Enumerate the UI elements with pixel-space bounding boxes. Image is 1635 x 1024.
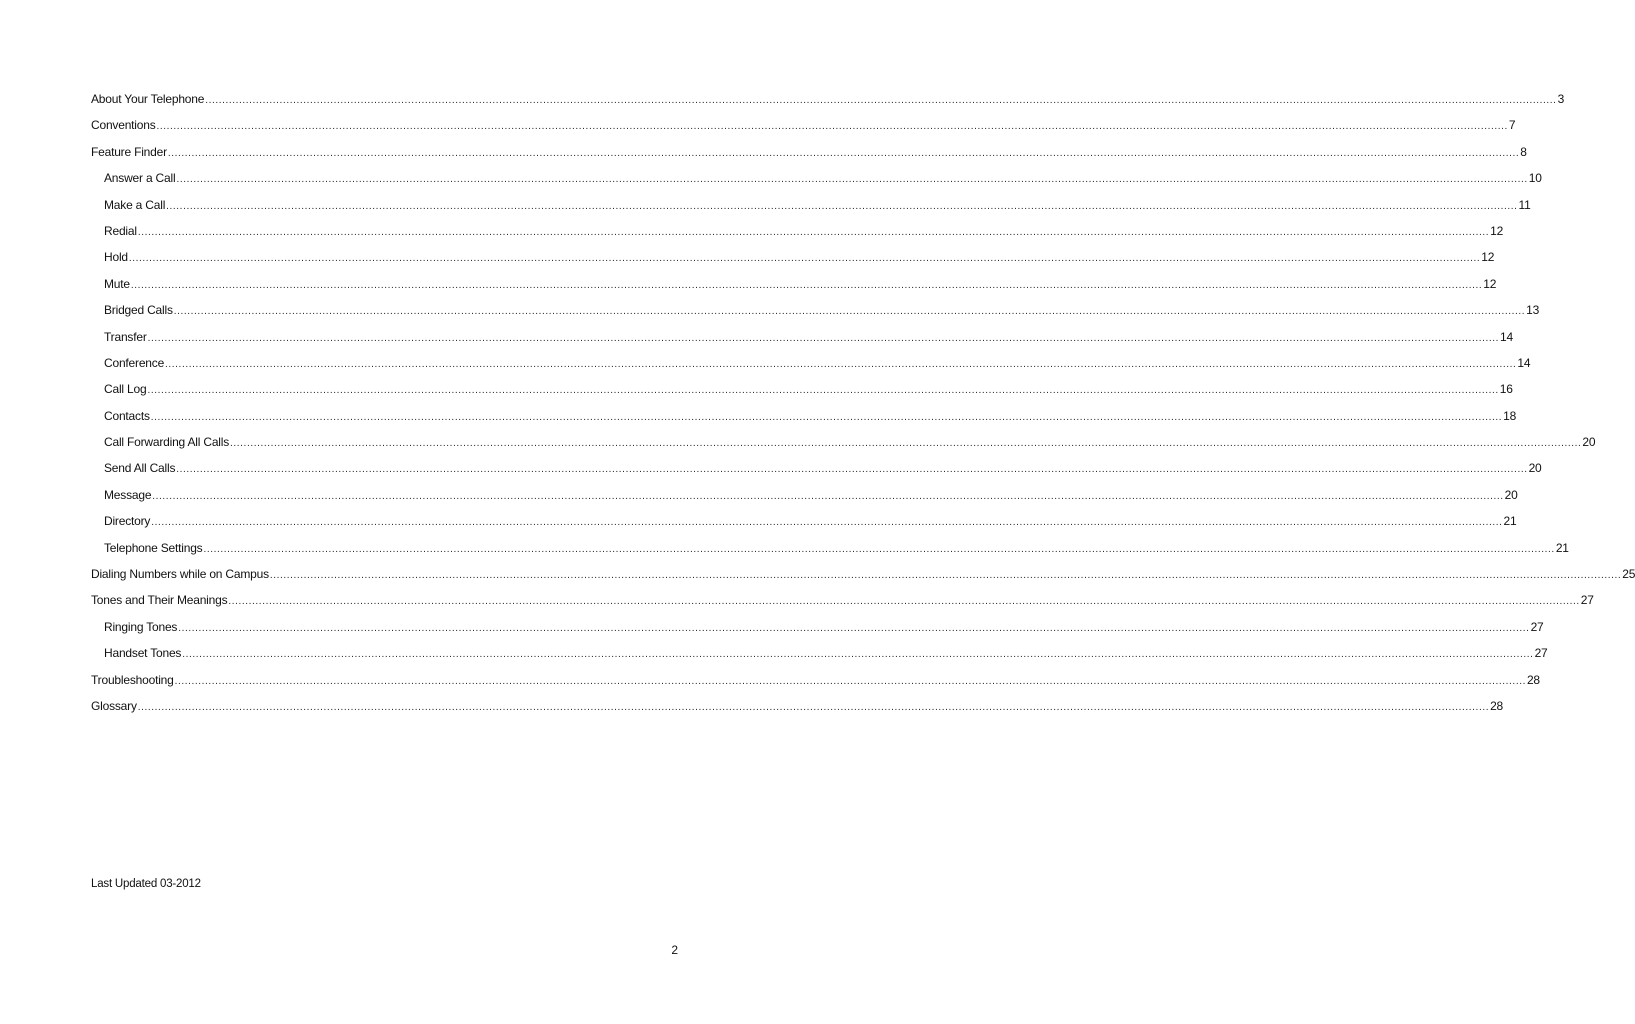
toc-entry-title: Ringing Tones <box>104 619 178 634</box>
toc-entry-page-number: 12 <box>1481 250 1495 265</box>
dot-leader: ................................................................................................................................................................................................................................................................................................................................................................................................................ <box>151 517 1503 529</box>
page-number: 2 <box>671 943 678 957</box>
toc-entry-title: Hold <box>104 250 128 265</box>
toc-entry-title: Make a Call <box>104 197 166 212</box>
toc-entry-page-number: 20 <box>1504 487 1518 502</box>
toc-entry-title: Dialing Numbers while on Campus <box>91 567 269 582</box>
toc-entry[interactable] <box>91 276 1497 303</box>
toc-entry[interactable] <box>91 619 1544 646</box>
dot-leader: ................................................................................................................................................................................................................................................................................................................................................................................................................ <box>166 200 1518 212</box>
dot-leader: ................................................................................................................................................................................................................................................................................................................................................................................................................ <box>230 438 1582 450</box>
dot-leader: ................................................................................................................................................................................................................................................................................................................................................................................................................ <box>176 174 1528 186</box>
toc-entry[interactable] <box>91 223 1504 250</box>
dot-leader: ................................................................................................................................................................................................................................................................................................................................................................................................................ <box>152 490 1504 502</box>
toc-entry-title: Feature Finder <box>91 144 167 159</box>
dot-leader: ................................................................................................................................................................................................................................................................................................................................................................................................................ <box>173 306 1526 318</box>
toc-entry-title: Answer a Call <box>104 171 176 186</box>
toc-entry-title: Call Forwarding All Calls <box>104 435 230 450</box>
toc-entry[interactable] <box>91 171 1542 197</box>
toc-entry[interactable] <box>91 303 1540 329</box>
toc-entry-page-number: 28 <box>1490 698 1504 713</box>
toc-entry[interactable] <box>91 672 1540 699</box>
dot-leader: ................................................................................................................................................................................................................................................................................................................................................................................................................ <box>167 147 1520 159</box>
toc-entry-title: Call Log <box>104 382 147 397</box>
toc-entry-page-number: 12 <box>1483 276 1497 291</box>
toc-entry[interactable] <box>91 567 1635 593</box>
toc-entry[interactable] <box>91 435 1596 461</box>
toc-entry-title: Redial <box>104 223 137 238</box>
toc-entry-title: Tones and Their Meanings <box>91 593 228 608</box>
toc-entry-page-number: 16 <box>1499 382 1513 397</box>
toc-entry[interactable] <box>91 355 1531 382</box>
toc-entry-title: Transfer <box>104 329 147 344</box>
dot-leader: ................................................................................................................................................................................................................................................................................................................................................................................................................ <box>156 121 1508 133</box>
toc-entry-page-number: 21 <box>1503 514 1517 529</box>
toc-entry-title: Send All Calls <box>104 461 176 476</box>
toc-entry-title: Contacts <box>104 408 150 423</box>
toc-entry-page-number: 25 <box>1622 567 1635 582</box>
toc-entry-page-number: 20 <box>1528 461 1542 476</box>
toc-entry[interactable] <box>91 408 1517 435</box>
toc-entry-page-number: 20 <box>1582 435 1596 450</box>
toc-entry[interactable] <box>91 250 1495 276</box>
last-updated-note: Last Updated 03-2012 <box>91 878 201 890</box>
toc-entry-title: Conventions <box>91 118 156 133</box>
toc-entry[interactable] <box>91 514 1517 540</box>
dot-leader: ................................................................................................................................................................................................................................................................................................................................................................................................................ <box>150 411 1503 423</box>
dot-leader: ................................................................................................................................................................................................................................................................................................................................................................................................................ <box>269 570 1622 582</box>
toc-entry[interactable] <box>91 461 1542 487</box>
dot-leader: ................................................................................................................................................................................................................................................................................................................................................................................................................ <box>137 701 1490 713</box>
dot-leader: ................................................................................................................................................................................................................................................................................................................................................................................................................ <box>174 675 1526 687</box>
dot-leader: ................................................................................................................................................................................................................................................................................................................................................................................................................ <box>165 358 1517 370</box>
toc-entry[interactable] <box>91 118 1516 144</box>
toc-entry-page-number: 8 <box>1520 144 1527 159</box>
toc-entry-title: About Your Telephone <box>91 92 205 106</box>
toc-entry-page-number: 21 <box>1555 540 1569 555</box>
toc-entry[interactable] <box>91 593 1594 619</box>
toc-entry-title: Bridged Calls <box>104 303 173 318</box>
table-of-contents <box>91 92 1635 725</box>
toc-entry-title: Telephone Settings <box>104 540 203 555</box>
dot-leader: ................................................................................................................................................................................................................................................................................................................................................................................................................ <box>137 226 1490 238</box>
dot-leader: ................................................................................................................................................................................................................................................................................................................................................................................................................ <box>128 253 1481 265</box>
toc-entry[interactable] <box>91 382 1513 408</box>
dot-leader: ................................................................................................................................................................................................................................................................................................................................................................................................................ <box>147 385 1499 397</box>
toc-entry[interactable] <box>91 698 1504 725</box>
toc-entry-page-number: 14 <box>1499 329 1513 344</box>
dot-leader: ................................................................................................................................................................................................................................................................................................................................................................................................................ <box>178 622 1530 634</box>
dot-leader: ................................................................................................................................................................................................................................................................................................................................................................................................................ <box>130 279 1483 291</box>
dot-leader: ................................................................................................................................................................................................................................................................................................................................................................................................................ <box>205 95 1557 106</box>
toc-entry-page-number: 12 <box>1490 223 1504 238</box>
toc-entry[interactable] <box>91 197 1531 224</box>
toc-entry[interactable] <box>91 329 1513 356</box>
toc-entry-page-number: 18 <box>1503 408 1517 423</box>
toc-entry-title: Conference <box>104 355 165 370</box>
toc-entry-title: Message <box>104 487 152 502</box>
toc-entry-page-number: 14 <box>1517 355 1531 370</box>
toc-entry[interactable] <box>91 540 1569 567</box>
toc-entry-title: Troubleshooting <box>91 672 174 687</box>
dot-leader: ................................................................................................................................................................................................................................................................................................................................................................................................................ <box>203 543 1555 555</box>
toc-entry-title: Handset Tones <box>104 646 182 661</box>
toc-entry-title: Glossary <box>91 698 137 713</box>
toc-entry-page-number: 10 <box>1528 171 1542 186</box>
dot-leader: ................................................................................................................................................................................................................................................................................................................................................................................................................ <box>228 596 1580 608</box>
toc-entry-title: Directory <box>104 514 151 529</box>
toc-entry-page-number: 28 <box>1526 672 1540 687</box>
dot-leader: ................................................................................................................................................................................................................................................................................................................................................................................................................ <box>147 332 1499 344</box>
toc-entry-page-number: 13 <box>1526 303 1540 318</box>
toc-entry[interactable] <box>91 487 1518 514</box>
toc-entry-page-number: 3 <box>1557 92 1565 106</box>
toc-entry[interactable] <box>91 646 1548 672</box>
dot-leader: ................................................................................................................................................................................................................................................................................................................................................................................................................ <box>182 649 1534 661</box>
toc-entry[interactable] <box>91 144 1527 171</box>
toc-entry-page-number: 27 <box>1534 646 1548 661</box>
toc-entry[interactable] <box>91 92 1565 118</box>
dot-leader: ................................................................................................................................................................................................................................................................................................................................................................................................................ <box>176 464 1528 476</box>
toc-entry-page-number: 11 <box>1518 197 1531 212</box>
toc-entry-page-number: 27 <box>1580 593 1594 608</box>
toc-entry-page-number: 27 <box>1530 619 1544 634</box>
toc-entry-page-number: 7 <box>1508 118 1516 133</box>
toc-entry-title: Mute <box>104 276 130 291</box>
